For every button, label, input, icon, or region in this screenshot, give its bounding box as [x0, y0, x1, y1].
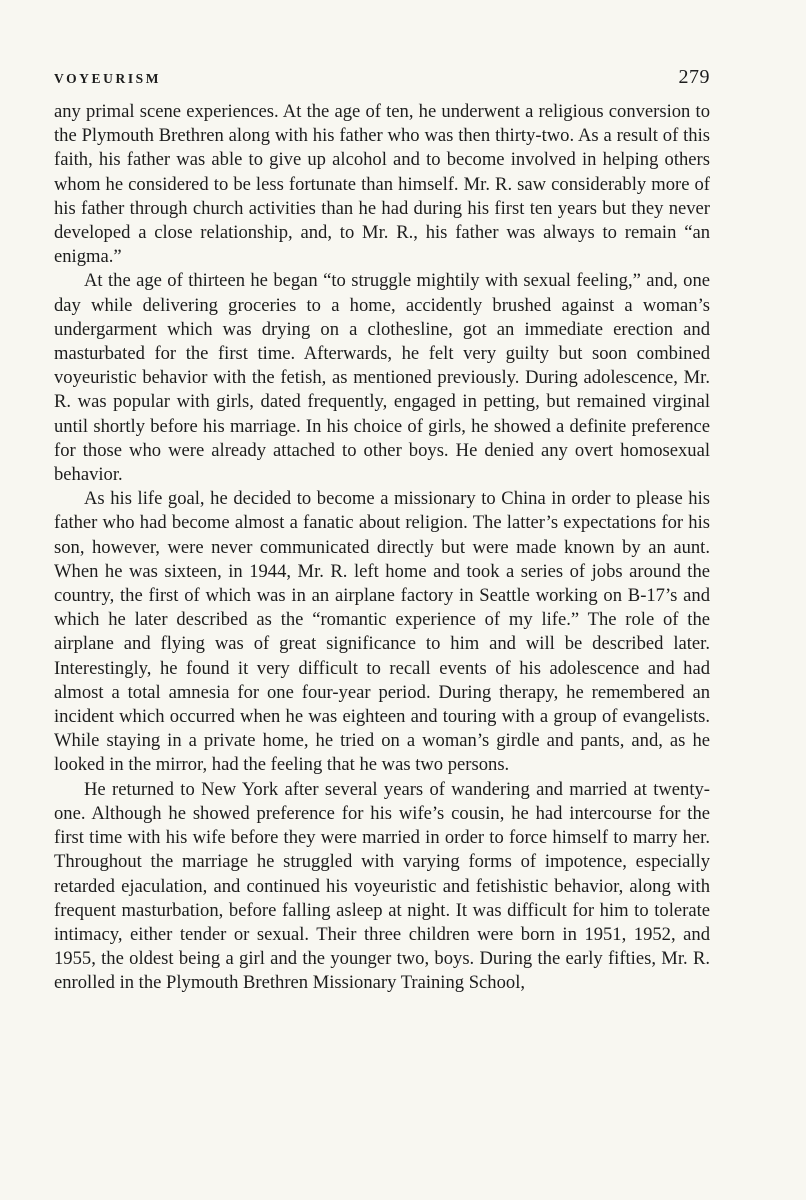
- paragraph-4: He returned to New York after several years of wandering and married at twenty-one. Although he showed preference for his wife’s cousin, he had intercourse for the first time with his wife before they were married in order to force himself to marry her. Throughout the marriage he struggled with varying forms of impotence, especially retarded ejaculation, and continued his voyeuristic and fetishistic behavior, along with frequent masturbation, before falling asleep at night. It was difficult for him to tolerate intimacy, either tender or sexual. Their three children were born in 1951, 1952, and 1955, the oldest being a girl and the younger two, boys. During the early fifties, Mr. R. enrolled in the Plymouth Brethren Missionary Training School,: [54, 778, 710, 994]
- page-number: 279: [678, 66, 710, 88]
- paragraph-2: At the age of thirteen he began “to struggle mightily with sexual feeling,” and, one day while delivering groceries to a home, accidently brushed against a woman’s undergarment which was drying on a clothesline, got an immediate erection and masturbated for the first time. Afterwards, he felt very guilty but soon combined voyeuristic behavior with the fetish, as mentioned previously. During adolescence, Mr. R. was popular with girls, dated frequently, engaged in petting, but remained virginal until shortly before his marriage. In his choice of girls, he showed a definite preference for those who were already attached to other boys. He denied any overt homosexual behavior.: [54, 270, 710, 486]
- running-head: [54, 66, 710, 100]
- paragraph-3: As his life goal, he decided to become a missionary to China in order to please his father who had become almost a fanatic about religion. The latter’s expectations for his son, however, were never communicated directly but were made known by an aunt. When he was sixteen, in 1944, Mr. R. left home and took a series of jobs around the country, the first of which was in an airplane factory in Seattle working on B-17’s and which he later described as the “romantic experience of my life.” The role of the airplane and flying was of great significance to him and will be described later. Interestingly, he found it very difficult to recall events of his adolescence and had almost a total amnesia for one four-year period. During therapy, he remembered an incident which occurred when he was eighteen and touring with a group of evangelists. While staying in a private home, he tried on a woman’s girdle and pants, and, as he looked in the mirror, had the feeling that he was two persons.: [54, 488, 710, 776]
- body-text: [54, 100, 710, 996]
- paragraph-1: any primal scene experiences. At the age of ten, he underwent a religious conversion to the Plymouth Brethren along with his father who was then thirty-two. As a result of this faith, his father was able to give up alcohol and to become involved in helping others whom he considered to be less fortunate than himself. Mr. R. saw considerably more of his father through church activities than he had during his first ten years but they never developed a close relationship, and, to Mr. R., his father was always to remain “an enigma.”: [54, 101, 710, 268]
- running-title: VOYEURISM: [54, 71, 162, 86]
